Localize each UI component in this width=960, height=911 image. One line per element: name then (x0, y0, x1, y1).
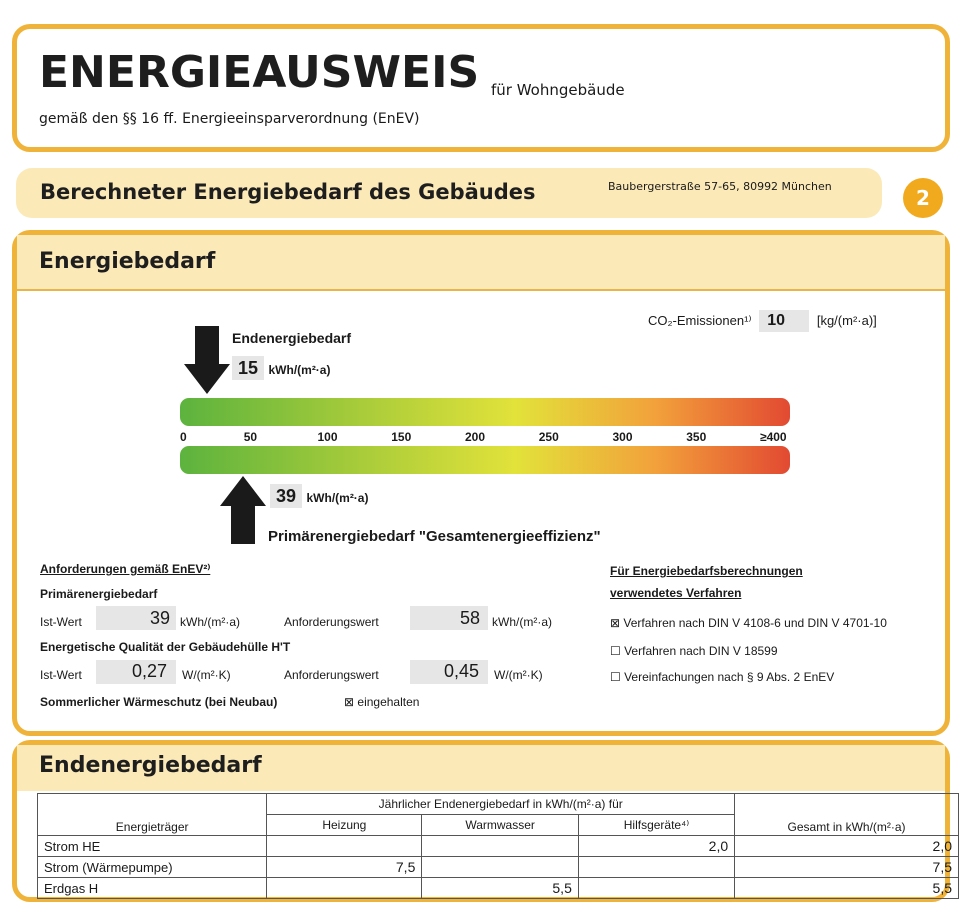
section-header (16, 168, 882, 218)
primary-energy-unit: kWh/(m²·a) (306, 491, 369, 505)
scale-tick-label: 300 (612, 430, 633, 444)
ist-unit: kWh/(m²·a) (180, 615, 240, 629)
anf2-value: 0,45 (444, 661, 480, 681)
efficiency-scale-top (180, 398, 790, 426)
cell-gesamt: 5,5 (735, 878, 959, 899)
anf-value: 58 (460, 608, 481, 628)
building-address: Baubergerstraße 57-65, 80992 München (608, 180, 832, 193)
ist2-label: Ist-Wert (40, 668, 82, 682)
law-reference: gemäß den §§ 16 ff. Energieeinsparverordnung (EnEV) (39, 111, 420, 127)
method-option-simplified: ☐ Vereinfachungen nach § 9 Abs. 2 EnEV (610, 670, 835, 684)
endenergie-band (17, 745, 945, 791)
scale-tick-label: 200 (465, 430, 486, 444)
cell-warmwasser: 5,5 (422, 878, 579, 899)
ist-label: Ist-Wert (40, 615, 82, 629)
document-title-suffix: für Wohngebäude (491, 81, 625, 99)
col-warmwasser: Warmwasser (422, 815, 579, 836)
document-title: ENERGIEAUSWEIS (39, 47, 480, 98)
scale-tick-label: 0 (180, 430, 187, 444)
ist-value: 39 (150, 608, 171, 628)
table-header-row-1 (38, 794, 959, 815)
section-heading: Berechneter Energiebedarf des Gebäudes (40, 180, 536, 204)
col-gesamt: Gesamt in kWh/(m²·a) (735, 794, 959, 836)
col-group: Jährlicher Endenergiebedarf in kWh/(m²·a) für (267, 794, 735, 815)
energiebedarf-heading: Energiebedarf (39, 249, 216, 274)
end-energy-arrow-icon (184, 326, 230, 394)
cell-hilfs (578, 878, 734, 899)
method-heading-2: verwendetes Verfahren (610, 586, 742, 600)
cell-heizung (267, 836, 422, 857)
cell-warmwasser (422, 857, 579, 878)
cell-heizung (267, 878, 422, 899)
col-carrier: Energieträger (38, 794, 267, 836)
primary-energy-value: 39 (270, 484, 302, 508)
primary-energy-arrow-icon (220, 476, 266, 544)
endenergie-table (37, 793, 959, 899)
title-box (12, 24, 950, 152)
ist2-value: 0,27 (132, 661, 168, 681)
energiebedarf-band (17, 235, 945, 291)
cell-hilfs: 2,0 (578, 836, 734, 857)
scale-tick-label: 50 (243, 430, 258, 444)
end-energy-value: 15 (232, 356, 264, 380)
method-option-din18599: ☐ Verfahren nach DIN V 18599 (610, 644, 778, 658)
end-energy-reading (232, 358, 330, 379)
co2-value: 10 (759, 310, 809, 332)
table-row (38, 857, 959, 878)
primary-energy-label: Primärenergiebedarf "Gesamtenergieeffizienz" (268, 528, 601, 545)
method-option-din4108: ⊠ Verfahren nach DIN V 4108-6 und DIN V 4701-10 (610, 616, 887, 630)
table-body (38, 836, 959, 899)
col-heizung: Heizung (267, 815, 422, 836)
scale-tick-label: ≥400 (760, 430, 787, 444)
efficiency-scale-bottom (180, 446, 790, 474)
scale-tick-label: 250 (538, 430, 559, 444)
endenergie-box (12, 740, 950, 902)
cell-hilfs (578, 857, 734, 878)
end-energy-label: Endenergiebedarf (232, 330, 352, 346)
end-energy-unit: kWh/(m²·a) (268, 363, 331, 377)
endenergie-heading: Endenergiebedarf (39, 753, 262, 778)
method-heading-1: Für Energiebedarfsberechnungen (610, 564, 803, 578)
cell-carrier: Erdgas H (38, 878, 267, 899)
envelope-heading: Energetische Qualität der Gebäudehülle H'T (40, 640, 291, 654)
summer-protection-value: ⊠ eingehalten (344, 695, 420, 709)
primary-energy-reading (270, 486, 368, 507)
co2-label: CO₂-Emissionen¹⁾ (648, 313, 752, 328)
scale-tick-label: 150 (391, 430, 412, 444)
anf2-unit: W/(m²·K) (494, 668, 543, 682)
scale-tick-label: 100 (317, 430, 338, 444)
page-number-badge: 2 (903, 178, 943, 218)
cell-gesamt: 2,0 (735, 836, 959, 857)
anf-label: Anforderungswert (284, 615, 379, 629)
scale-tick-label: 350 (686, 430, 707, 444)
cell-carrier: Strom HE (38, 836, 267, 857)
co2-unit: [kg/(m²·a)] (816, 313, 877, 328)
cell-heizung: 7,5 (267, 857, 422, 878)
requirements-heading: Anforderungen gemäß EnEV²⁾ (40, 562, 211, 576)
summer-protection-label: Sommerlicher Wärmeschutz (bei Neubau) (40, 695, 278, 709)
table-row (38, 836, 959, 857)
col-hilfs: Hilfsgeräte⁴⁾ (578, 815, 734, 836)
cell-gesamt: 7,5 (735, 857, 959, 878)
cell-carrier: Strom (Wärmepumpe) (38, 857, 267, 878)
primary-requirements-heading: Primärenergiebedarf (40, 587, 158, 601)
anf2-label: Anforderungswert (284, 668, 379, 682)
ist2-unit: W/(m²·K) (182, 668, 231, 682)
co2-emissions (648, 310, 877, 332)
anf-unit: kWh/(m²·a) (492, 615, 552, 629)
cell-warmwasser (422, 836, 579, 857)
table-row (38, 878, 959, 899)
